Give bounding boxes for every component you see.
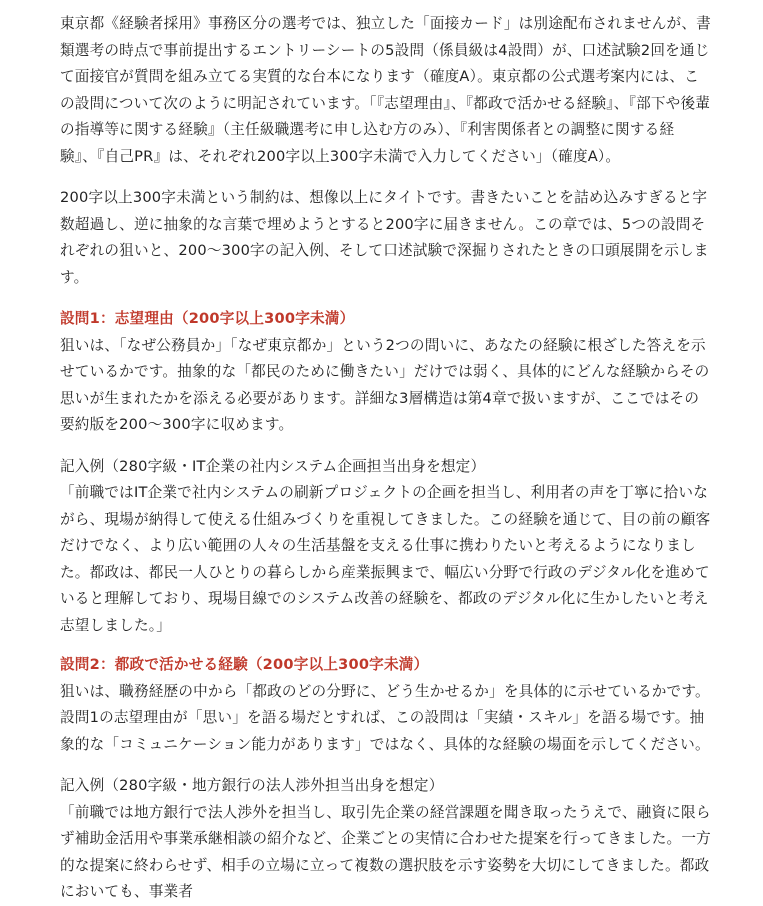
section-1-heading: 設問1：志望理由（200字以上300字未満） (60, 310, 355, 327)
intro-paragraph-1: 東京都《経験者採用》事務区分の選考では、独立した「面接カード」は別途配布されませんが、書類選考の時点で事前提出するエントリーシートの5設問（係員級は4設問）が、口述試験2回を通じて面接官が質問を組み立てる実質的な台本になります（確度A）。東京都の公式選考案内には、この設問について次のように明記されています。「『志望理由』、『都政で活かせる経験』、『部下や後輩の指導等に関する経験』（主任級職選考に申し込む方のみ）、『利害関係者との調整に関する経験』、『自己PR』は、それぞれ200字以上300字未満で入力してください」（確度A）。 (60, 15, 711, 165)
section-1-example-text: 「前職ではIT企業で社内システムの刷新プロジェクトの企画を担当し、利用者の声を丁寧に拾いながら、現場が納得して使える仕組みづくりを重視してきました。この経験を通じて、目の前の顧客だけでなく、より広い範囲の人々の生活基盤を支える仕事に携わりたいと考えるようになりました。都政は、都民一人ひとりの暮らしから産業振興まで、幅広い分野で行政のデジタル化を進めていると理解しており、現場目線でのシステム改善の経験を、都政のデジタル化に生かしたいと考え志望しました。」 (60, 484, 711, 634)
intro-paragraph-2: 200字以上300字未満という制約は、想像以上にタイトです。書きたいことを詰め込みすぎると字数超過し、逆に抽象的な言葉で埋めようとすると200字に届きません。この章では、5つの設問それぞれの狙いと、200〜300字の記入例、そして口述試験で深掘りされたときの口頭展開を示します。 (60, 189, 709, 286)
section-2-body: 狙いは、職務経歴の中から「都政のどの分野に、どう生かせるか」を具体的に示せているかです。設問1の志望理由が「思い」を語る場だとすれば、この設問は「実績・スキル」を語る場です。抽象的な「コミュニケーション能力があります」ではなく、具体的な経験の場面を示してください。 (60, 682, 710, 753)
section-2-example-label: 記入例（280字級・地方銀行の法人渉外担当出身を想定） (60, 777, 444, 794)
section-2-heading: 設問2：都政で活かせる経験（200字以上300字未満） (60, 656, 429, 673)
section-2-example-text: 「前職では地方銀行で法人渉外を担当し、取引先企業の経営課題を聞き取ったうえで、融資に限らず補助金活用や事業承継相談の紹介など、企業ごとの実情に合わせた提案を行ってきました。一方的な提案に終わらせず、相手の立場に立って複数の選択肢を示す姿勢を大切にしてきました。都政においても、事業者 (60, 803, 711, 900)
section-1-example-label: 記入例（280字級・IT企業の社内システム企画担当出身を想定） (60, 457, 486, 475)
section-1-body: 狙いは、「なぜ公務員か」「なぜ東京都か」という2つの問いに、あなたの経験に根ざした答えを示せているかです。抽象的な「都民のために働きたい」だけでは弱く、具体的にどんな経験からその思いが生まれたかを添える必要があります。詳細な3層構造は第4章で扱いますが、ここではその要約版を200〜300字に収めます。 (60, 336, 710, 433)
